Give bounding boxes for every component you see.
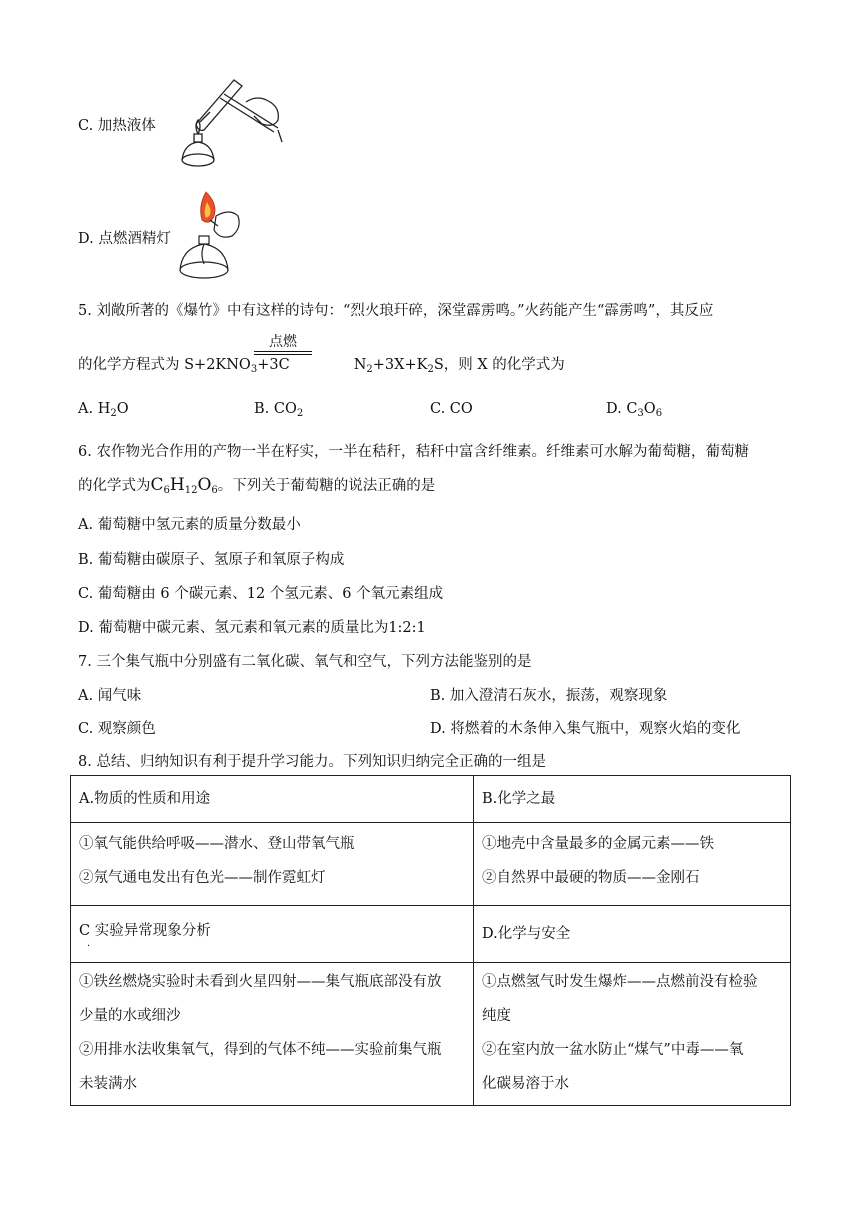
q5-option-c[interactable]: C. CO xyxy=(430,401,473,417)
q6-stem-line2: 的化学式为$C_6H_{12}O_6$。下列关于葡萄糖的说法正确的是 xyxy=(78,475,436,496)
option-b-header[interactable]: B.化学之最 xyxy=(474,776,791,823)
option-d-header[interactable]: D.化学与安全 xyxy=(474,906,791,963)
option-a-content: ①氧气能供给呼吸——潜水、登山带氧气瓶 ②氖气通电发出有色光——制作霓虹灯 xyxy=(71,823,474,906)
q6-option-d[interactable]: D. 葡萄糖中碳元素、氢元素和氧元素的质量比为1:2:1 xyxy=(78,620,426,636)
option-d-content: ①点燃氢气时发生爆炸——点燃前没有检验 纯度 ②在室内放一盆水防止“煤气”中毒——氧 化碳易溶于水 xyxy=(474,963,791,1106)
knowledge-table xyxy=(70,775,791,1106)
q5-option-d[interactable]: D. $C_3O_6$ xyxy=(606,401,663,419)
heating-liquid-illustration xyxy=(170,72,288,172)
q8-stem: 8. 总结、归纳知识有利于提升学习能力。下列知识归纳完全正确的一组是 xyxy=(78,754,546,770)
option-c-content: ①铁丝燃烧实验时未看到火星四射——集气瓶底部没有放 少量的水或细沙 ②用排水法收集氧气，得到的气体不纯——实验前集气瓶 未装满水 xyxy=(71,963,474,1106)
reaction-condition: 点燃 xyxy=(251,333,315,355)
q6-stem-line1: 6. 农作物光合作用的产物一半在籽实，一半在秸秆，秸秆中富含纤维素。纤维素可水解为葡萄糖，葡萄糖 xyxy=(78,444,749,460)
q4-option-c[interactable]: C. 加热液体 xyxy=(78,118,156,134)
q4-option-d[interactable]: D. 点燃酒精灯 xyxy=(78,231,171,247)
q6-option-b[interactable]: B. 葡萄糖由碳原子、氢原子和氧原子构成 xyxy=(78,552,345,568)
q6-option-a[interactable]: A. 葡萄糖中氢元素的质量分数最小 xyxy=(78,517,301,533)
q5-equation: 的化学方程式为 $S+2KNO_3+3C$ $N_2+3X+K_2S$，则 X 的化学式为 xyxy=(78,357,565,375)
option-c-header[interactable]: C 实验异常现象分析 · xyxy=(71,906,474,963)
option-b-content: ①地壳中含量最多的金属元素——铁 ②自然界中最硬的物质——金刚石 xyxy=(474,823,791,906)
q6-option-c[interactable]: C. 葡萄糖由 6 个碳元素、12 个氢元素、6 个氧元素组成 xyxy=(78,586,444,602)
q5-stem: 5. 刘敞所著的《爆竹》中有这样的诗句：“烈火琅玕碎，深堂霹雳鸣。”火药能产生“霹雳鸣”，其反应 xyxy=(78,303,714,319)
q7-option-d[interactable]: D. 将燃着的木条伸入集气瓶中，观察火焰的变化 xyxy=(430,721,741,737)
q7-stem: 7. 三个集气瓶中分别盛有二氧化碳、氧气和空气，下列方法能鉴别的是 xyxy=(78,654,532,670)
q5-option-a[interactable]: A. $H_2O$ xyxy=(78,401,129,419)
option-a-header[interactable]: A.物质的性质和用途 xyxy=(71,776,474,823)
q7-option-a[interactable]: A. 闻气味 xyxy=(78,688,142,704)
lighting-alcohol-lamp-illustration xyxy=(172,186,244,282)
q5-option-b[interactable]: B. $CO_2$ xyxy=(254,401,304,419)
q7-option-c[interactable]: C. 观察颜色 xyxy=(78,721,156,737)
q7-option-b[interactable]: B. 加入澄清石灰水，振荡，观察现象 xyxy=(430,688,668,704)
